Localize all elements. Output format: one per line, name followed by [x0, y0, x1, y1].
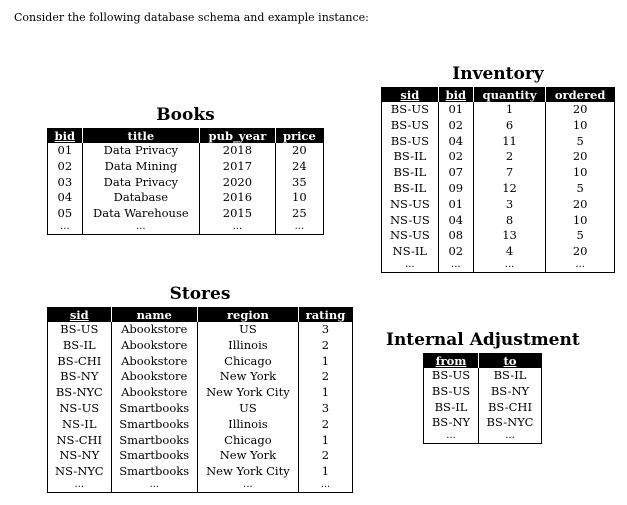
table-row [382, 197, 615, 213]
table-cell: BS-CHI [57, 353, 102, 368]
table-cell: 1 [298, 385, 352, 401]
ellipsis-cell: ... [298, 480, 352, 493]
ellipsis-cell: ... [60, 220, 70, 232]
table-cell: BS-NY [60, 369, 99, 384]
table-row [48, 190, 324, 206]
table-cell: 1 [473, 102, 545, 118]
table-cell: BS-IL [478, 368, 542, 384]
ellipsis-cell: ... [446, 430, 456, 442]
table-cell: 2 [298, 338, 352, 354]
table-cell: Chicago [197, 433, 298, 449]
stores-header-region: region [197, 308, 298, 323]
ellipsis-row [48, 222, 324, 235]
table-cell: 02 [438, 149, 473, 165]
table-cell: BS-US [431, 368, 471, 382]
intro-text: Consider the following database schema and example instance: [14, 11, 369, 24]
table-row [424, 400, 542, 416]
books-title: Books [156, 105, 215, 125]
ellipsis-cell: ... [82, 222, 199, 235]
table-cell: 6 [473, 118, 545, 134]
table-row [382, 213, 615, 229]
table-cell: 10 [546, 118, 615, 134]
table-cell: Smartbooks [111, 417, 197, 433]
table-cell: 04 [438, 213, 473, 229]
table-row [382, 118, 615, 134]
table-row [48, 464, 353, 480]
books-table-block [47, 105, 324, 235]
table-cell: 01 [438, 102, 473, 118]
table-cell: BS-IL [62, 337, 96, 352]
table-cell: 25 [275, 206, 323, 222]
adjustment-rows [424, 368, 542, 444]
ellipsis-cell: ... [478, 431, 542, 444]
ellipsis-cell: ... [405, 258, 415, 270]
table-cell: NS-IL [62, 416, 97, 431]
table-cell: Illinois [197, 338, 298, 354]
table-row [382, 165, 615, 181]
table-cell: 13 [473, 228, 545, 244]
table-cell: 2 [298, 448, 352, 464]
table-cell: 2017 [200, 159, 276, 175]
ellipsis-row [382, 260, 615, 273]
table-cell: 01 [438, 197, 473, 213]
table-cell: NS-NYC [55, 464, 104, 479]
table-row [48, 159, 324, 175]
table-row [382, 244, 615, 260]
table-row [382, 134, 615, 150]
ellipsis-cell: ... [438, 260, 473, 273]
ellipsis-cell: ... [275, 222, 323, 235]
table-cell: 20 [546, 197, 615, 213]
table-row [48, 401, 353, 417]
table-cell: 10 [546, 213, 615, 229]
table-cell: 2016 [200, 190, 276, 206]
table-cell: New York City [197, 464, 298, 480]
table-cell: NS-IL [392, 244, 428, 259]
table-cell: New York City [197, 385, 298, 401]
inventory-header-sid: sid [382, 88, 439, 103]
table-cell: NS-US [59, 400, 100, 415]
table-cell: 02 [438, 244, 473, 260]
table-cell: 3 [298, 401, 352, 417]
ellipsis-cell: ... [111, 480, 197, 493]
books-header-title: title [82, 129, 199, 144]
stores-table [47, 307, 353, 493]
table-cell: Smartbooks [111, 433, 197, 449]
table-row [424, 368, 542, 384]
table-cell: BS-NYC [478, 415, 542, 431]
table-cell: 2 [298, 369, 352, 385]
table-cell: BS-NY [478, 384, 542, 400]
table-row [382, 181, 615, 197]
table-cell: 09 [438, 181, 473, 197]
table-cell: 07 [438, 165, 473, 181]
inventory-table-block [381, 64, 615, 273]
table-row [48, 448, 353, 464]
books-table [47, 128, 324, 235]
table-cell: 10 [546, 165, 615, 181]
table-cell: 2 [298, 417, 352, 433]
ellipsis-row [48, 480, 353, 493]
table-cell: 02 [438, 118, 473, 134]
table-cell: Chicago [197, 354, 298, 370]
ellipsis-cell: ... [473, 260, 545, 273]
table-cell: BS-NYC [55, 385, 103, 400]
table-cell: 2015 [200, 206, 276, 222]
adjustment-title: Internal Adjustment [386, 330, 580, 350]
stores-header-name: name [111, 308, 197, 323]
table-cell: Abookstore [111, 338, 197, 354]
table-cell: 5 [546, 134, 615, 150]
ellipsis-cell: ... [197, 480, 298, 493]
table-cell: 1 [298, 433, 352, 449]
table-cell: NS-US [389, 196, 430, 211]
table-row [48, 369, 353, 385]
table-cell: 04 [438, 134, 473, 150]
table-cell: 04 [57, 190, 73, 205]
table-cell: Smartbooks [111, 448, 197, 464]
adjustment-table [423, 353, 542, 444]
table-row [424, 384, 542, 400]
table-cell: 5 [546, 228, 615, 244]
table-cell: BS-IL [434, 399, 468, 414]
table-cell: 1 [298, 464, 352, 480]
table-row [48, 385, 353, 401]
table-cell: 2020 [200, 175, 276, 191]
table-cell: Abookstore [111, 354, 197, 370]
table-cell: US [197, 322, 298, 338]
table-cell: 3 [298, 322, 352, 338]
table-cell: BS-US [390, 133, 429, 148]
table-row [48, 354, 353, 370]
books-header-bid: bid [48, 129, 83, 144]
stores-rows [48, 322, 353, 492]
table-row [424, 415, 542, 431]
table-cell: Illinois [197, 417, 298, 433]
inventory-table [381, 87, 615, 273]
table-cell: 1 [298, 354, 352, 370]
books-header-price: price [275, 129, 323, 144]
table-cell: Abookstore [111, 385, 197, 401]
table-cell: 20 [275, 143, 323, 159]
inventory-rows [382, 102, 615, 272]
table-cell: NS-US [389, 228, 430, 243]
table-cell: 03 [57, 174, 73, 189]
table-cell: 02 [57, 158, 73, 173]
stores-title: Stores [169, 284, 231, 304]
ellipsis-cell: ... [200, 222, 276, 235]
table-row [382, 228, 615, 244]
table-cell: 20 [546, 244, 615, 260]
inventory-title: Inventory [452, 64, 544, 84]
table-cell: Abookstore [111, 369, 197, 385]
table-cell: 7 [473, 165, 545, 181]
table-row [48, 206, 324, 222]
table-cell: 01 [57, 143, 73, 157]
table-cell: NS-US [389, 212, 430, 227]
table-cell: Abookstore [111, 322, 197, 338]
table-cell: 10 [275, 190, 323, 206]
table-row [48, 433, 353, 449]
ellipsis-cell: ... [74, 478, 85, 490]
table-cell: 11 [473, 134, 545, 150]
inventory-header-quantity: quantity [473, 88, 545, 103]
inventory-header-ordered: ordered [546, 88, 615, 103]
stores-table-block [47, 284, 353, 493]
ellipsis-cell: ... [546, 260, 615, 273]
stores-header-sid: sid [48, 308, 112, 323]
table-cell: 8 [473, 213, 545, 229]
table-cell: Data Mining [82, 159, 199, 175]
table-cell: 5 [546, 181, 615, 197]
table-cell: Smartbooks [111, 401, 197, 417]
table-cell: BS-IL [393, 165, 427, 180]
table-cell: BS-NY [431, 415, 471, 430]
stores-header-rating: rating [298, 308, 352, 323]
table-cell: 12 [473, 181, 545, 197]
books-rows [48, 143, 324, 234]
table-cell: New York [197, 369, 298, 385]
inventory-header-bid: bid [438, 88, 473, 103]
table-cell: BS-CHI [478, 400, 542, 416]
table-cell: BS-US [60, 322, 99, 336]
table-row [382, 149, 615, 165]
table-cell: BS-IL [393, 149, 427, 164]
table-cell: BS-US [390, 117, 429, 132]
table-cell: BS-IL [393, 180, 427, 195]
table-cell: 2018 [200, 143, 276, 159]
table-row [48, 417, 353, 433]
table-cell: 35 [275, 175, 323, 191]
table-cell: 20 [546, 149, 615, 165]
table-cell: BS-US [390, 102, 429, 116]
table-row [48, 175, 324, 191]
table-cell: 2 [473, 149, 545, 165]
adjustment-header-from: from [424, 354, 478, 369]
table-cell: Database [82, 190, 199, 206]
table-row [382, 102, 615, 118]
table-cell: 20 [546, 102, 615, 118]
table-row [48, 322, 353, 338]
table-cell: New York [197, 448, 298, 464]
books-header-pub-year: pub_year [200, 129, 276, 144]
table-cell: Smartbooks [111, 464, 197, 480]
table-cell: NS-NY [59, 448, 100, 463]
table-cell: Data Warehouse [82, 206, 199, 222]
table-cell: 08 [438, 228, 473, 244]
table-cell: 4 [473, 244, 545, 260]
table-row [48, 143, 324, 159]
table-row [48, 338, 353, 354]
table-cell: US [197, 401, 298, 417]
adjustment-table-block [386, 330, 580, 444]
table-cell: BS-US [431, 383, 471, 398]
table-cell: 3 [473, 197, 545, 213]
table-cell: NS-CHI [56, 432, 103, 447]
table-cell: Data Privacy [82, 175, 199, 191]
table-cell: 24 [275, 159, 323, 175]
adjustment-header-to: to [478, 354, 542, 369]
table-cell: Data Privacy [82, 143, 199, 159]
ellipsis-row [424, 431, 542, 444]
table-cell: 05 [57, 206, 73, 221]
